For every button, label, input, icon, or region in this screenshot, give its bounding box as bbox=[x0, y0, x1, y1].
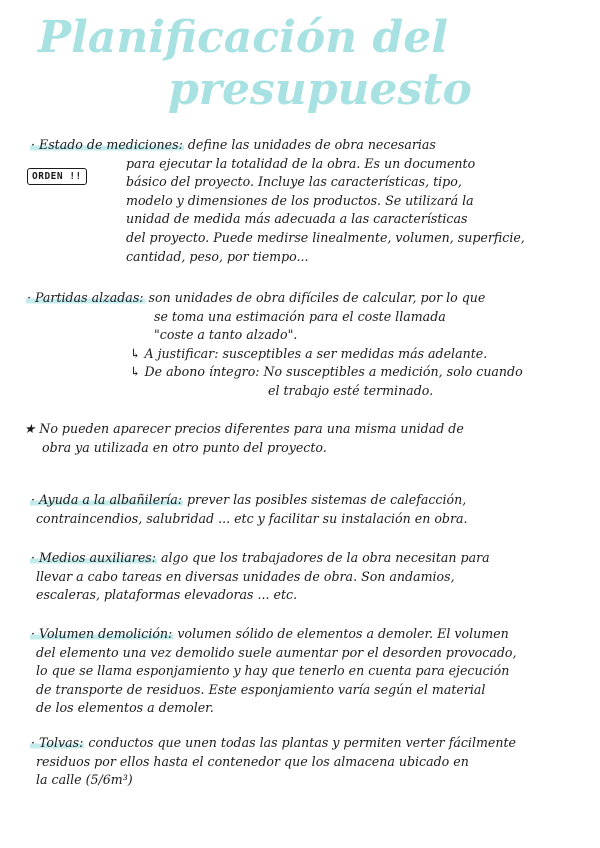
partidas-sub-justificar: ↳ A justificar: susceptibles a ser medidas más adelante. bbox=[130, 345, 488, 361]
medios-line-2: llevar a cabo tareas en diversas unidades de obra. Son andamios, bbox=[36, 568, 455, 584]
title-line-1: Planificación del bbox=[38, 12, 448, 63]
term-volumen: · Volumen demolición: bbox=[31, 626, 173, 641]
section-partidas bbox=[26, 289, 586, 401]
tolvas-line-2: residuos por ellos hasta el contenedor que los almacena ubicado en bbox=[36, 753, 469, 769]
mediciones-line-5: unidad de medida más adecuada a las características bbox=[126, 211, 468, 227]
term-mediciones: · Estado de mediciones: bbox=[31, 137, 183, 152]
section-medios bbox=[30, 549, 590, 605]
term-medios: · Medios auxiliares: bbox=[31, 550, 156, 565]
volumen-line-4: de transporte de residuos. Este esponjamiento varía según el material bbox=[36, 681, 486, 697]
partidas-line-2: se toma una estimación para el coste llamada bbox=[154, 308, 446, 324]
albanileria-line-1: prever las posibles sistemas de calefacción, bbox=[186, 492, 467, 507]
partidas-line-3: "coste a tanto alzado". bbox=[154, 327, 298, 343]
albanileria-line-2: contraincendios, salubridad ... etc y facilitar su instalación en obra. bbox=[36, 510, 468, 526]
section-volumen bbox=[30, 625, 595, 718]
mediciones-line-2: para ejecutar la totalidad de la obra. Es un documento bbox=[126, 155, 476, 171]
partidas-sub-abono: ↳ De abono íntegro: No susceptibles a medición, solo cuando bbox=[130, 364, 523, 380]
tolvas-line-3: la calle (5/6m³) bbox=[36, 772, 133, 788]
mediciones-line-1: define las unidades de obra necesarias bbox=[187, 137, 436, 152]
volumen-line-2: del elemento una vez demolido suele aumentar por el desorden provocado, bbox=[36, 644, 517, 660]
medios-line-3: escaleras, plataformas elevadoras ... etc. bbox=[36, 587, 298, 603]
mediciones-line-3: básico del proyecto. Incluye las características, tipo, bbox=[126, 174, 462, 190]
nota-line-1: ★ No pueden aparecer precios diferentes para una misma unidad de bbox=[24, 421, 464, 436]
tolvas-line-1: conductos que unen todas las plantas y permiten verter fácilmente bbox=[88, 735, 516, 750]
orden-badge: ORDEN !! bbox=[27, 168, 87, 185]
nota-line-2: obra ya utilizada en otro punto del proyecto. bbox=[42, 439, 327, 455]
medios-line-1: algo que los trabajadores de la obra necesitan para bbox=[161, 550, 490, 565]
partidas-sub-abono-cont: el trabajo esté terminado. bbox=[268, 382, 434, 398]
volumen-line-5: de los elementos a demoler. bbox=[36, 700, 214, 716]
section-tolvas bbox=[30, 734, 595, 790]
section-mediciones bbox=[30, 136, 590, 266]
page-title bbox=[38, 12, 578, 116]
term-partidas: · Partidas alzadas: bbox=[27, 290, 144, 305]
volumen-line-3: lo que se llama esponjamiento y hay que tenerlo en cuenta para ejecución bbox=[36, 663, 510, 679]
mediciones-line-4: modelo y dimensiones de los productos. Se utilizará la bbox=[126, 192, 474, 208]
volumen-line-1: volumen sólido de elementos a demoler. El volumen bbox=[177, 626, 509, 641]
mediciones-line-7: cantidad, peso, por tiempo... bbox=[126, 248, 309, 264]
partidas-line-1: son unidades de obra difíciles de calcular, por lo que bbox=[148, 290, 486, 305]
mediciones-line-6: del proyecto. Puede medirse linealmente, volumen, superficie, bbox=[126, 229, 525, 245]
term-albanileria: · Ayuda a la albañilería: bbox=[31, 492, 182, 507]
title-line-2: presupuesto bbox=[168, 64, 472, 115]
section-albanileria bbox=[30, 491, 590, 528]
term-tolvas: · Tolvas: bbox=[31, 735, 84, 750]
section-nota bbox=[24, 420, 589, 457]
